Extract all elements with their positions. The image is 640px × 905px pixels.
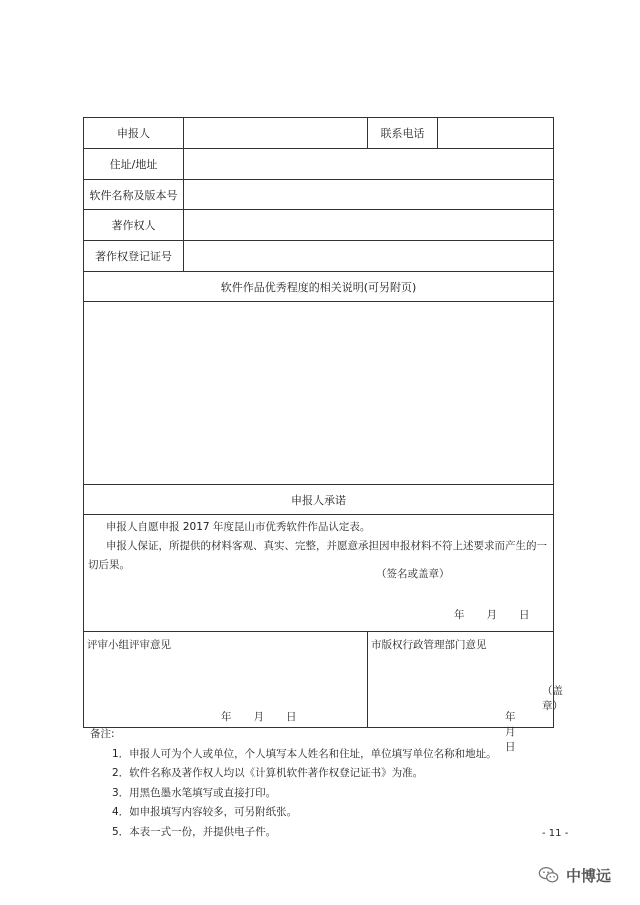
note-item: 5．本表一式一份，并提供电子件。 [112,825,277,838]
note-item: 3．用黑色墨水笔填写或直接打印。 [112,786,277,799]
panel-opinion-date: 年 月 日 [221,711,297,723]
commitment-date[interactable]: 年 月 日 [454,609,530,621]
panel-opinion-label: 评审小组评审意见 [87,639,171,651]
address-field[interactable] [184,149,554,180]
watermark-text: 中博远 [566,866,612,885]
note-item: 1．申报人可为个人或单位，个人填写本人姓名和住址，单位填写单位名称和地址。 [112,747,497,760]
excellence-heading: 软件作品优秀程度的相关说明(可另附页) [84,272,554,302]
phone-label: 联系电话 [368,118,438,149]
admin-opinion-cell[interactable] [368,632,563,753]
note-item: 4．如申报填写内容较多，可另附纸张。 [112,806,298,818]
registration-no-field[interactable] [184,241,554,272]
admin-opinion-label: 市版权行政管理部门意见 [371,639,487,651]
notes-title: 备注: [90,728,115,740]
commitment-section [84,515,554,632]
admin-opinion-date: 年月日 [505,711,516,753]
copyright-owner-label: 著作权人 [84,210,184,241]
address-label: 住址/地址 [84,149,184,180]
panel-opinion-cell[interactable] [84,632,368,728]
sign-note: （签名或盖章） [376,568,450,580]
registration-no-label: 著作权登记证号 [84,241,184,272]
software-field[interactable] [184,180,554,210]
commitment-heading: 申报人承诺 [84,485,554,515]
excellence-description-area[interactable] [84,302,554,485]
copyright-owner-field[interactable] [184,210,554,241]
applicant-field[interactable] [184,118,368,149]
page-number: - 11 - [542,828,569,839]
seal-note: （盖章） [542,685,563,712]
phone-field[interactable] [438,118,554,149]
notes-section [90,725,497,842]
note-item: 2．软件名称及著作权人均以《计算机软件著作权登记证书》为准。 [112,767,424,779]
commitment-line-2: 申报人保证，所提供的材料客观、真实、完整，并愿意承担因申报材料不符上述要求而产生的一切后果。 [88,540,547,571]
applicant-label: 申报人 [84,118,184,149]
software-label: 软件名称及版本号 [84,180,184,210]
wechat-icon [538,864,560,886]
notes-list [90,745,497,843]
watermark [538,864,611,886]
commitment-line-1: 申报人自愿申报 2017 年度昆山市优秀软件作品认定表。 [106,521,371,533]
